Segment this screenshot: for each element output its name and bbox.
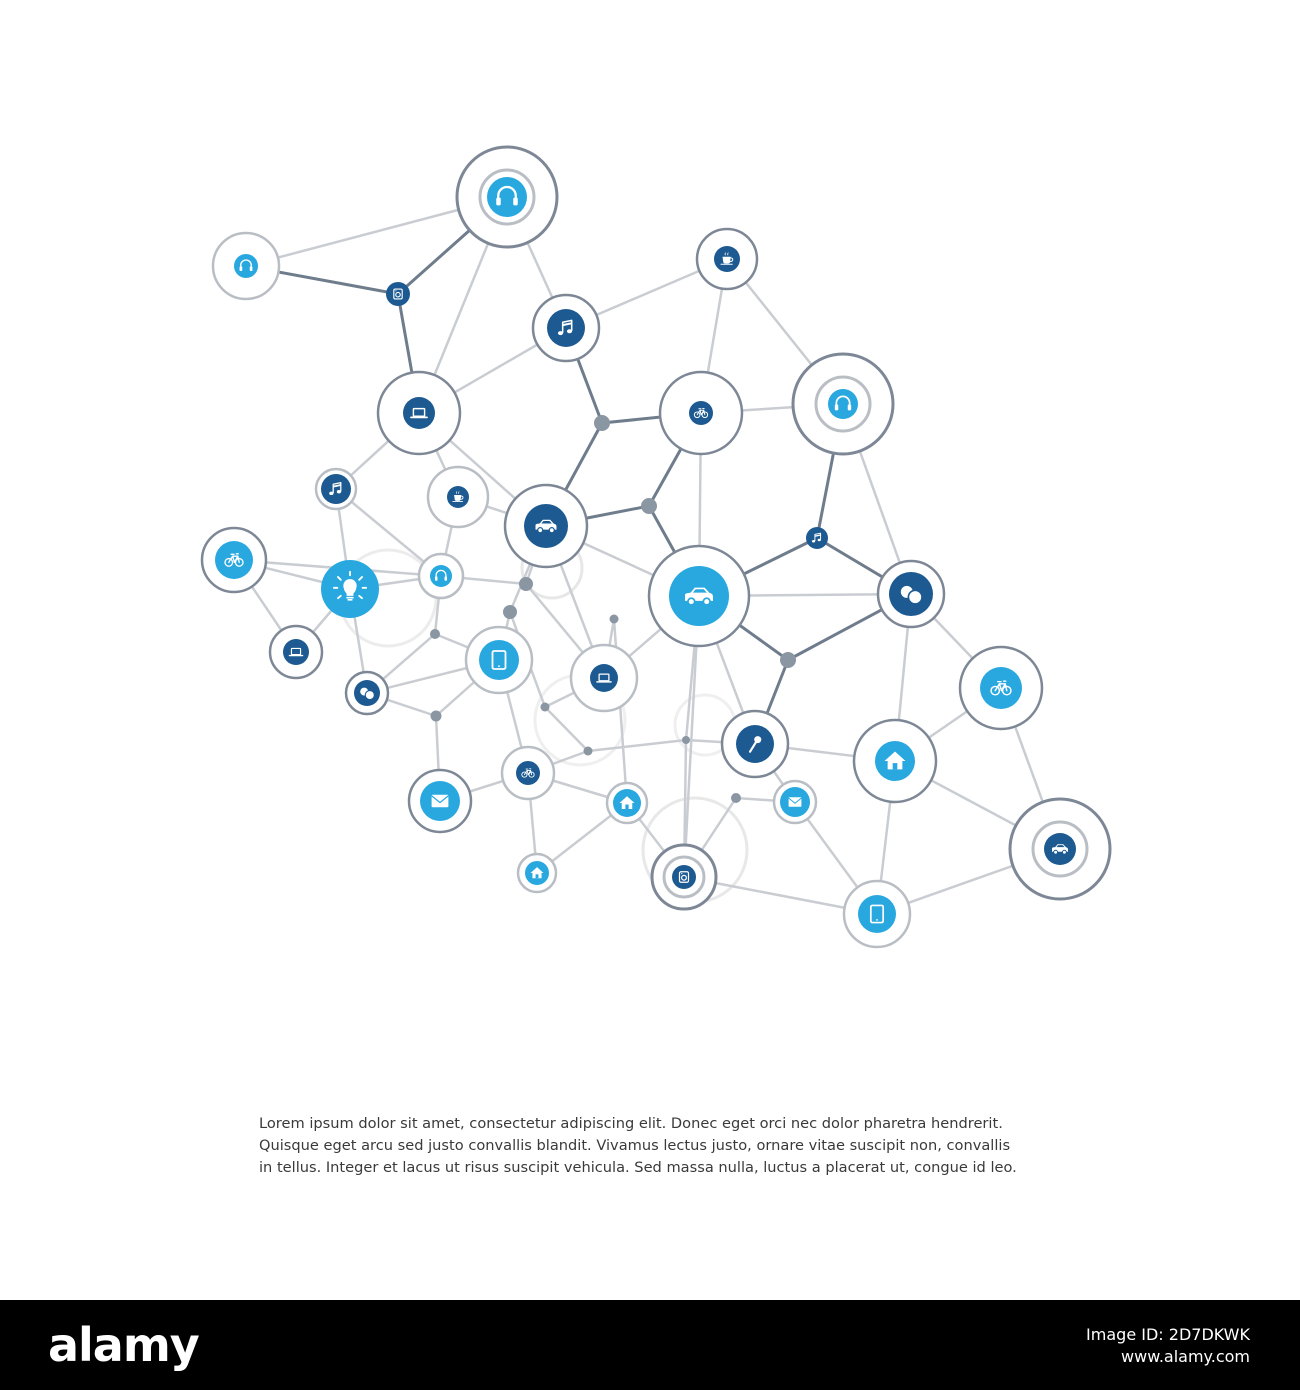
node-tablet <box>844 881 910 947</box>
footer-bar <box>0 1300 1300 1390</box>
node-chat-bubbles <box>346 672 388 714</box>
caption-text <box>259 1113 1059 1179</box>
node-bicycle <box>502 747 554 799</box>
node-headphones <box>793 354 893 454</box>
node-headphones <box>213 233 279 299</box>
node-headphones <box>457 147 557 247</box>
node-camera <box>652 845 716 909</box>
node-bicycle <box>960 647 1042 729</box>
node-laptop <box>571 645 637 711</box>
website-text: www.alamy.com <box>1121 1347 1250 1366</box>
node-microphone <box>722 711 788 777</box>
node-coffee-cup <box>428 467 488 527</box>
node-bicycle <box>660 372 742 454</box>
hub-dot <box>431 711 442 722</box>
caption-line-1: Lorem ipsum dolor sit amet, consectetur adipiscing elit. Donec eget orci nec dolor pharetra hendrerit. <box>259 1115 1003 1132</box>
node-music-note <box>316 469 356 509</box>
node-music-note <box>806 527 828 549</box>
hub-dot <box>610 615 619 624</box>
node-envelope <box>774 781 816 823</box>
envelope-icon <box>789 797 802 807</box>
hub-dot <box>584 747 593 756</box>
node-car <box>1010 799 1110 899</box>
node-laptop <box>270 626 322 678</box>
image-id-watermark <box>1086 1324 1250 1368</box>
hub-dot <box>519 577 533 591</box>
node-car <box>505 485 587 567</box>
link-h10-h11 <box>588 740 686 751</box>
node-bicycle <box>202 528 266 592</box>
alamy-logo: alamy <box>48 1318 199 1372</box>
node-coffee-cup <box>697 229 757 289</box>
node-envelope <box>409 770 471 832</box>
node-home <box>518 854 556 892</box>
hub-dot <box>731 793 741 803</box>
hub-dot <box>682 736 690 744</box>
node-light-bulb <box>321 560 379 618</box>
caption-line-2: Quisque eget arcu sed justo convallis blandit. Vivamus lectus justo, ornare vitae suscipit non, convallis <box>259 1137 1011 1154</box>
link-h8-h10 <box>545 707 588 751</box>
node-music-note <box>533 295 599 361</box>
node-home <box>854 720 936 802</box>
hub-dot <box>430 629 440 639</box>
node-home <box>607 783 647 823</box>
envelope-icon <box>432 795 449 808</box>
node-chat-bubbles <box>878 561 944 627</box>
hub-dot <box>503 605 517 619</box>
hub-dot <box>541 703 550 712</box>
node-headphones <box>419 554 463 598</box>
device-nodes <box>202 147 1110 947</box>
hub-dot <box>641 498 657 514</box>
node-car <box>649 546 749 646</box>
node-camera <box>386 282 410 306</box>
node-laptop <box>378 372 460 454</box>
node-tablet <box>466 627 532 693</box>
caption-line-3: in tellus. Integer et lacus ut risus suscipit vehicula. Sed massa nulla, luctus a placerat ut, congue id leo. <box>259 1159 1017 1176</box>
hub-dot <box>780 652 796 668</box>
hub-dot <box>594 415 610 431</box>
image-id-text: Image ID: 2D7DKWK <box>1086 1325 1250 1344</box>
